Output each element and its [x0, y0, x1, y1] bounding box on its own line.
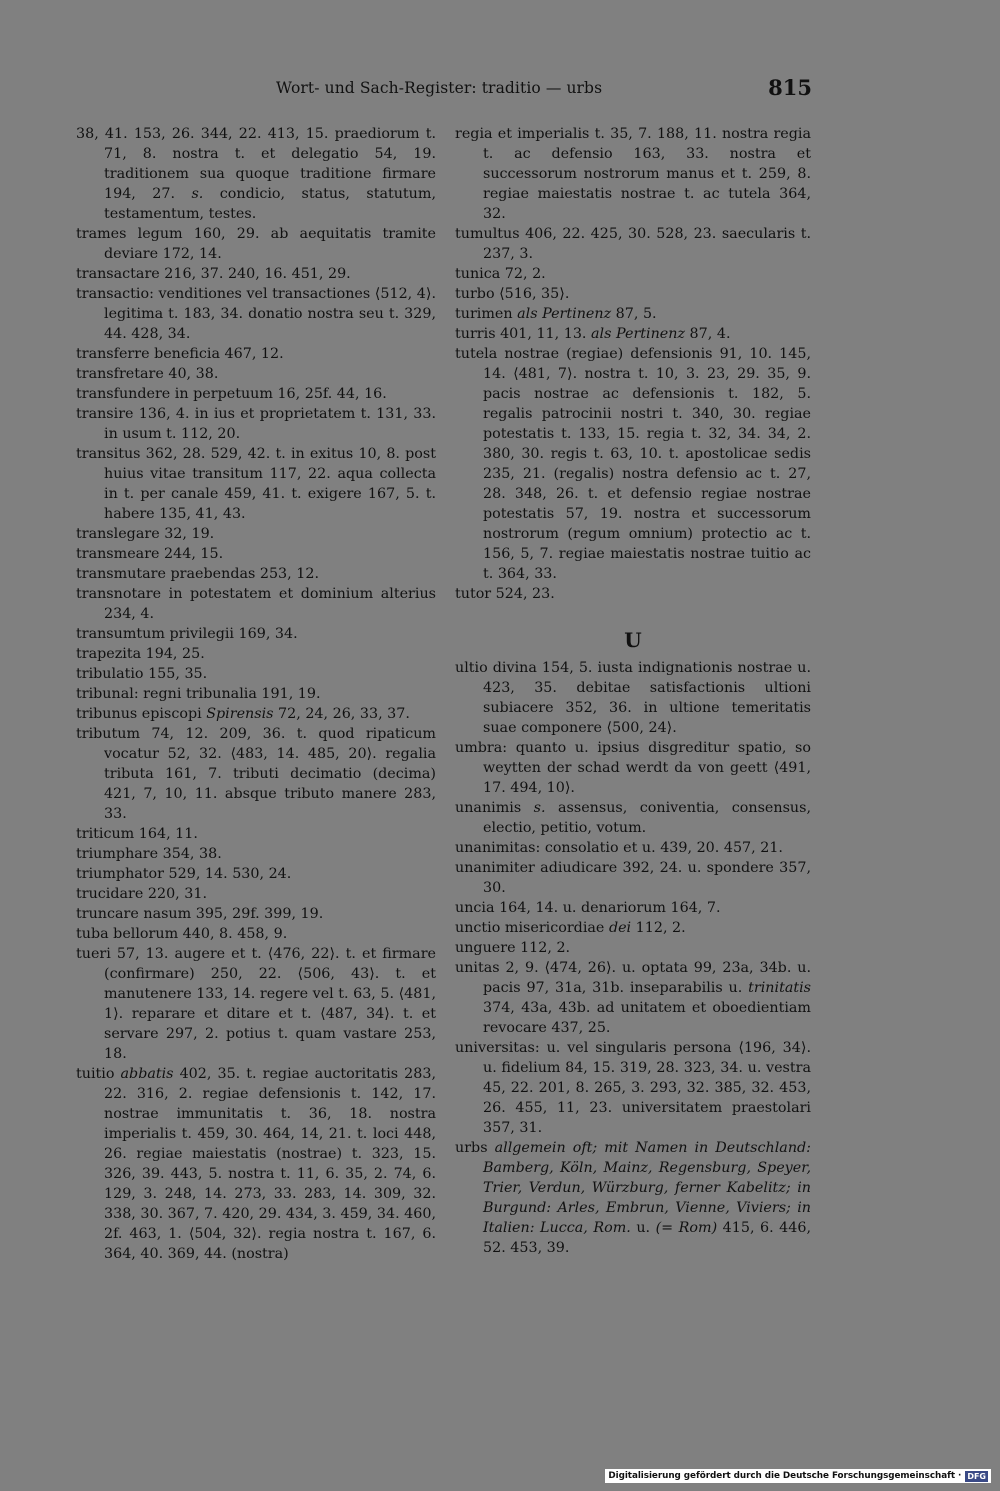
index-entry: unanimis s. assensus, coniventia, consensus, electio, petitio, votum. [455, 800, 811, 836]
index-entry: tumultus 406, 22. 425, 30. 528, 23. saecularis t. 237, 3. [455, 226, 811, 262]
index-entry: tribunus episcopi Spirensis 72, 24, 26, 33, 37. [76, 706, 410, 722]
index-entry: tribulatio 155, 35. [76, 666, 208, 682]
index-entry: 38, 41. 153, 26. 344, 22. 413, 15. praediorum t. 71, 8. nostra t. et delegatio 54, 19. traditionem sua quoque traditione firmare 194, 27. s. condicio, status, statutum, testamentum, testes. [76, 126, 436, 222]
dfg-logo: DFG [967, 1471, 986, 1481]
section-letter-u: U [624, 628, 642, 652]
index-entry: translegare 32, 19. [76, 526, 215, 542]
index-entry: truncare nasum 395, 29f. 399, 19. [76, 906, 324, 922]
index-entry: transmutare praebendas 253, 12. [76, 566, 319, 582]
index-entry: unguere 112, 2. [455, 940, 571, 956]
u-entries [455, 658, 811, 1258]
index-entry: tuba bellorum 440, 8. 458, 9. [76, 926, 288, 942]
index-entry: trames legum 160, 29. ab aequitatis tramite deviare 172, 14. [76, 226, 436, 262]
index-entry: regia et imperialis t. 35, 7. 188, 11. nostra regia t. ac defensio 163, 33. nostra et successorum nostrorum manus et t. 259, 8. regiae maiestatis nostrae t. ac tutela 364, 32. [455, 126, 811, 222]
index-entry: tutor 524, 23. [455, 586, 555, 602]
index-entry: unanimiter adiudicare 392, 24. u. spondere 357, 30. [455, 860, 811, 896]
index-entry: tunica 72, 2. [455, 266, 546, 282]
index-entry: unitas 2, 9. ⟨474, 26⟩. u. optata 99, 23a, 34b. u. pacis 97, 31a, 31b. inseparabilis u. trinitatis 374, 43a, 43b. ad unitatem et oboedientiam revocare 437, 25. [455, 960, 811, 1036]
index-entry: tributum 74, 12. 209, 36. t. quod ripaticum vocatur 52, 32. ⟨483, 14. 485, 20⟩. regalia tributa 161, 7. tributi decimatio (decima) 421, 7, 10, 11. absque tributo manere 283, 33. [76, 726, 436, 822]
running-title: Wort- und Sach-Register: traditio — urbs [276, 79, 603, 97]
index-entry: transitus 362, 28. 529, 42. t. in exitus 10, 8. post huius vitae transitum 117, 22. aqua collecta in t. per canale 459, 41. t. exigere 167, 5. t. habere 135, 41, 43. [76, 446, 436, 522]
index-entry: umbra: quanto u. ipsius disgreditur spatio, so weytten der schad werdt da von geett ⟨491, 17. 494, 10⟩. [455, 740, 811, 796]
index-entry: turbo ⟨516, 35⟩. [455, 286, 570, 302]
index-entry: uncia 164, 14. u. denariorum 164, 7. [455, 900, 721, 916]
index-entry: urbs allgemein oft; mit Namen in Deutschland: Bamberg, Köln, Mainz, Regensburg, Speyer, Trier, Verdun, Würzburg, ferner Kabelitz; in Burgund: Arles, Embrun, Vienne, Viviers; in Italien: Lucca, Rom. u. (= Rom) 415, 6. 446, 52. 453, 39. [455, 1140, 811, 1256]
index-entry: transferre beneficia 467, 12. [76, 346, 284, 362]
index-entry: transmeare 244, 15. [76, 546, 224, 562]
index-entry: unctio misericordiae dei 112, 2. [455, 920, 686, 936]
index-entry: transfretare 40, 38. [76, 366, 219, 382]
index-entry: transfundere in perpetuum 16, 25f. 44, 16. [76, 386, 387, 402]
index-entry: transactare 216, 37. 240, 16. 451, 29. [76, 266, 351, 282]
index-entry: transumtum privilegii 169, 34. [76, 626, 298, 642]
running-header [60, 76, 812, 106]
index-entry: triumphator 529, 14. 530, 24. [76, 866, 292, 882]
page-number: 815 [768, 75, 812, 100]
index-entry: transactio: venditiones vel transactiones ⟨512, 4⟩. legitima t. 183, 34. donatio nostra seu t. 329, 44. 428, 34. [76, 286, 436, 342]
index-entry: universitas: u. vel singularis persona ⟨196, 34⟩. u. fidelium 84, 15. 319, 28. 323, 34. u. vestra 45, 22. 201, 8. 265, 3. 293, 32. 385, 32. 453, 26. 455, 11, 23. universitatem praestolari 357, 31. [455, 1040, 811, 1136]
footer-credit [605, 1469, 991, 1483]
index-entry: triumphare 354, 38. [76, 846, 222, 862]
index-entry: tribunal: regni tribunalia 191, 19. [76, 686, 321, 702]
left-column [76, 124, 436, 1264]
index-entry: ultio divina 154, 5. iusta indignationis nostrae u. 423, 35. debitae satisfactionis ultioni subiacere 352, 36. in ultione temeritatis suae componere ⟨500, 24⟩. [455, 660, 811, 736]
index-entry: trucidare 220, 31. [76, 886, 207, 902]
index-entry: tutela nostrae (regiae) defensionis 91, 10. 145, 14. ⟨481, 7⟩. nostra t. 10, 3. 23, 29. 35, 9. pacis nostrae ac defensionis t. 182, 5. regalis patrocinii nostri t. 340, 30. regiae potestatis t. 133, 15. regia t. 32, 34. 34, 2. 380, 30. regis t. 63, 10. t. apostolicae sedis 235, 21. (regalis) nostra defensio ac t. 27, 28. 348, 26. t. et defensio regiae nostrae potestatis 57, 19. nostra et successorum nostrorum (regum omnium) protectio ac t. 156, 5, 7. regiae maiestatis nostrae tuitio ac t. 364, 33. [455, 346, 811, 582]
t-entries [455, 124, 811, 604]
footer-text: Digitalisierung gefördert durch die Deutsche Forschungsgemeinschaft · [608, 1471, 962, 1481]
index-entry: unanimitas: consolatio et u. 439, 20. 457, 21. [455, 840, 783, 856]
index-entry: triticum 164, 11. [76, 826, 198, 842]
index-entry: turimen als Pertinenz 87, 5. [455, 306, 657, 322]
index-entry: trapezita 194, 25. [76, 646, 205, 662]
index-entry: transire 136, 4. in ius et proprietatem t. 131, 33. in usum t. 112, 20. [76, 406, 436, 442]
index-entry: transnotare in potestatem et dominium alterius 234, 4. [76, 586, 436, 622]
index-entry: tuitio abbatis 402, 35. t. regiae auctoritatis 283, 22. 316, 2. regiae defensionis t. 142, 17. nostrae immunitatis t. 36, 18. nostra imperialis t. 459, 30. 464, 14, 21. t. loci 448, 26. regiae maiestatis (nostrae) t. 323, 15. 326, 39. 443, 5. nostra t. 11, 6. 35, 2. 74, 6. 129, 3. 248, 14. 273, 33. 283, 14. 309, 32. 338, 30. 367, 7. 420, 29. 434, 3. 459, 34. 460, 2f. 463, 1. ⟨504, 32⟩. regia nostra t. 167, 6. 364, 40. 369, 44. (nostra) [76, 1066, 436, 1262]
index-entry: tueri 57, 13. augere et t. ⟨476, 22⟩. t. et firmare (confirmare) 250, 22. ⟨506, 43⟩. t. et manutenere 133, 14. regere vel t. 63, 5. ⟨481, 1⟩. reparare et ditare et t. ⟨487, 34⟩. t. et servare 297, 2. potius t. quam vastare 253, 18. [76, 946, 436, 1062]
index-entry: turris 401, 11, 13. als Pertinenz 87, 4. [455, 326, 731, 342]
right-column [455, 124, 811, 1258]
